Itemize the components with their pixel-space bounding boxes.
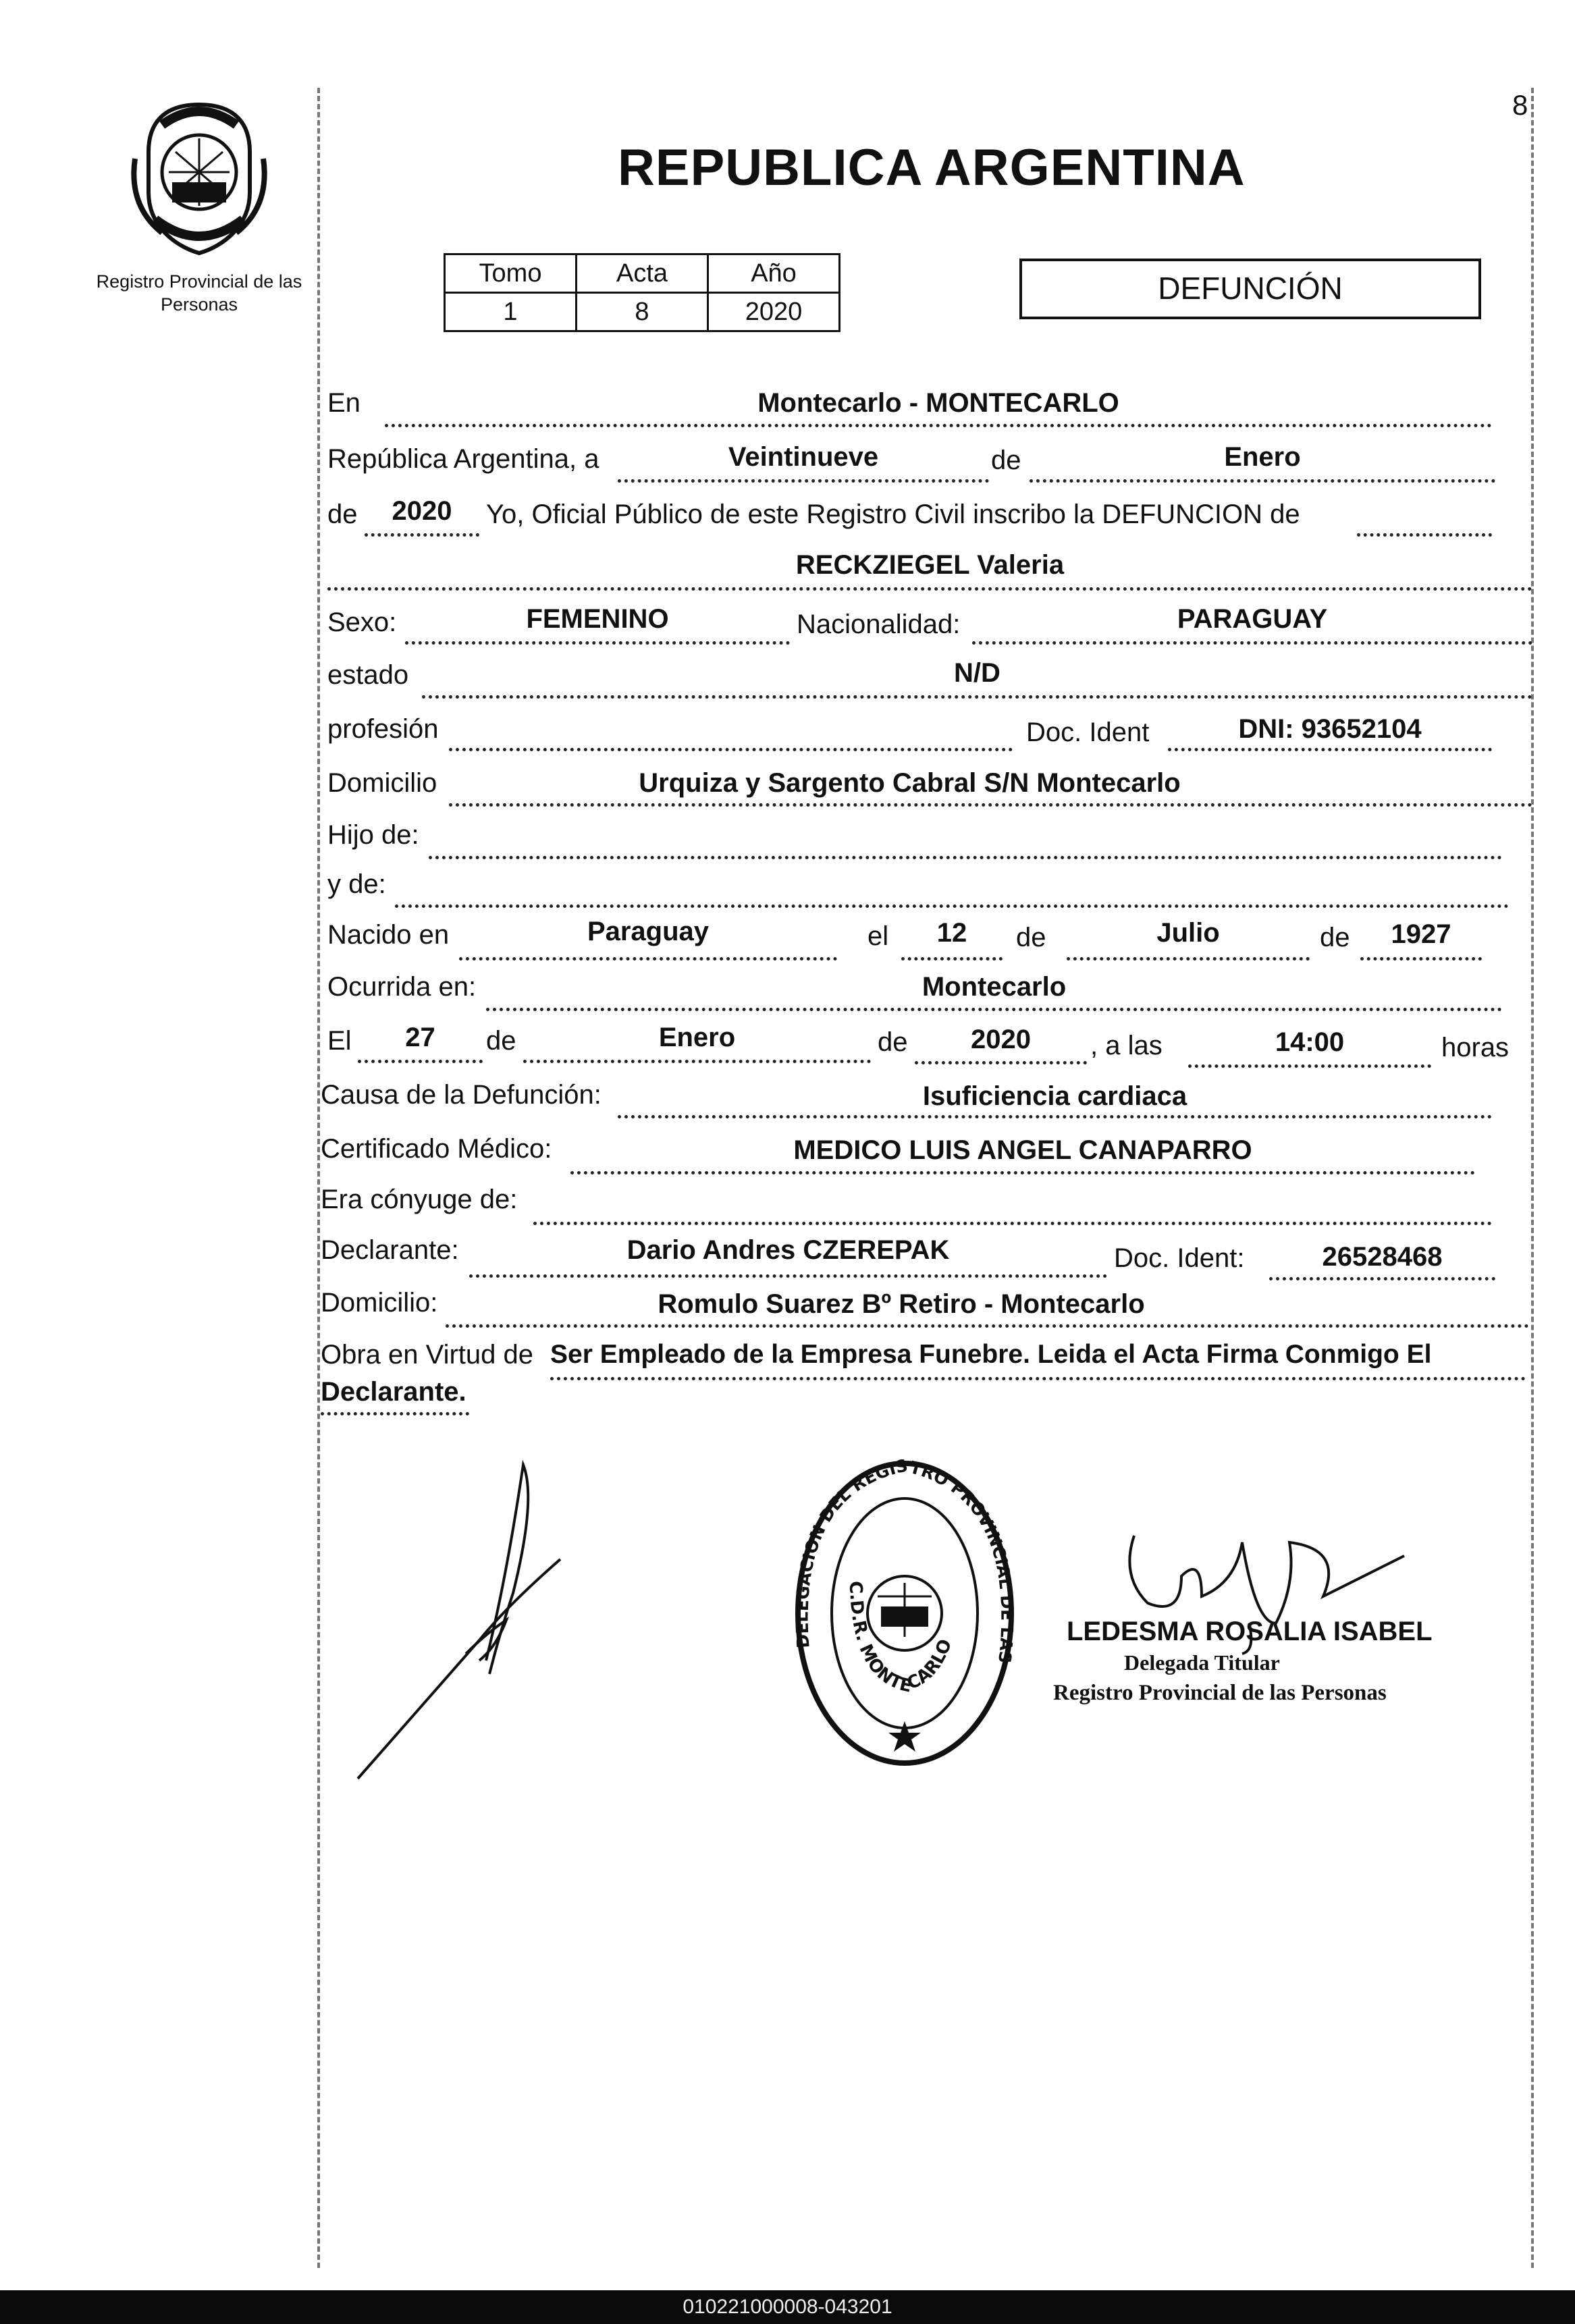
nacido-place-value: Paraguay [587, 917, 710, 946]
estado-line [422, 695, 1532, 699]
birth-de1-label: de [1016, 923, 1046, 952]
coat-of-arms-logo [122, 98, 277, 260]
record-reference-table [444, 253, 840, 332]
birth-year-value: 1927 [1391, 919, 1451, 949]
death-time-value: 14:00 [1275, 1027, 1345, 1057]
ocurrida-value: Montecarlo [922, 972, 1067, 1002]
death-year-value: 2020 [971, 1025, 1031, 1054]
death-month-line [523, 1060, 871, 1063]
obra-line-1 [550, 1377, 1526, 1380]
el2-label: El [327, 1026, 352, 1056]
birth-day-value: 12 [936, 918, 967, 948]
official-stamp [790, 1455, 1019, 1772]
death-day-value: 27 [405, 1023, 435, 1052]
domicilio-label: Domicilio [327, 768, 437, 798]
page-number: 8 [1512, 89, 1528, 121]
hijo-label: Hijo de: [327, 820, 419, 850]
month-line [1030, 479, 1495, 483]
alas-label: , a las [1090, 1031, 1163, 1060]
oficial-text: Yo, Oficial Público de este Registro Civil inscribo la DEFUNCION de [486, 499, 1300, 529]
sexo-line [405, 641, 790, 645]
certificado-label: Certificado Médico: [321, 1134, 552, 1164]
official-role: Delegada Titular [1124, 1650, 1280, 1675]
deceased-name-line [327, 587, 1532, 591]
causa-label: Causa de la Defunción: [321, 1080, 602, 1110]
obra-text-1: Ser Empleado de la Empresa Funebre. Leida el Acta Firma Conmigo El [550, 1340, 1432, 1369]
decl-domicilio-line [446, 1324, 1529, 1328]
nacionalidad-value: PARAGUAY [1177, 604, 1328, 634]
day-words-line [618, 479, 989, 483]
profesion-line [449, 748, 1013, 751]
certificado-value: MEDICO LUIS ANGEL CANAPARRO [793, 1135, 1252, 1165]
causa-line [618, 1115, 1492, 1118]
declarant-signature [351, 1458, 581, 1789]
en-label: En [327, 388, 361, 418]
birth-day-line [901, 957, 1003, 961]
republica-label: República Argentina, a [327, 444, 599, 474]
year-prefix-label: de [327, 499, 358, 529]
decl-doc-value: 26528468 [1322, 1242, 1443, 1272]
death-de1-label: de [486, 1026, 516, 1056]
decl-doc-line [1269, 1277, 1495, 1280]
month-value: Enero [1224, 442, 1301, 472]
stamp-inner-text: C.D.R. MONTECARLO [845, 1580, 957, 1697]
birth-de2-label: de [1320, 923, 1350, 952]
place-line [385, 424, 1492, 427]
death-year-line [915, 1061, 1087, 1064]
estado-value: N/D [954, 658, 1000, 688]
left-margin-line [317, 88, 320, 2268]
sexo-label: Sexo: [327, 607, 397, 637]
declarante-label: Declarante: [321, 1235, 459, 1265]
obra-line-2 [321, 1412, 469, 1415]
ano-header: Año [708, 254, 840, 293]
birth-year-line [1360, 957, 1482, 961]
oficial-line [1357, 533, 1492, 537]
death-day-line [358, 1060, 483, 1063]
ocurrida-line [486, 1008, 1502, 1011]
declarante-value: Dario Andres CZEREPAK [626, 1235, 950, 1265]
official-org: Registro Provincial de las Personas [1053, 1681, 1387, 1705]
year-value: 2020 [392, 496, 452, 526]
profesion-label: profesión [327, 714, 439, 744]
stamp-outer-text: DELEGACION DEL REGISTRO PROVINCIAL DE LAS [792, 1455, 1017, 1665]
doc-value: DNI: 93652104 [1238, 714, 1422, 744]
svg-text:DELEGACION DEL REGISTRO PROVIN [790, 1455, 1017, 1665]
decl-doc-label: Doc. Ident: [1114, 1243, 1245, 1273]
ano-value: 2020 [708, 293, 840, 331]
doc-line [1168, 748, 1492, 751]
horas-label: horas [1441, 1033, 1510, 1062]
doc-label: Doc. Ident [1026, 718, 1150, 747]
nacionalidad-label: Nacionalidad: [797, 610, 961, 639]
tomo-value: 1 [445, 293, 577, 331]
conyuge-line [533, 1222, 1492, 1225]
birth-month-value: Julio [1156, 918, 1220, 948]
death-de2-label: de [878, 1027, 908, 1057]
causa-value: Isuficiencia cardiaca [922, 1081, 1187, 1111]
tomo-header: Tomo [445, 254, 577, 293]
footer-barcode-text: 010221000008-043201 [0, 2290, 1575, 2324]
obra-label: Obra en Virtud de [321, 1340, 534, 1370]
year-line [365, 533, 479, 537]
birth-el-label: el [867, 921, 889, 951]
decl-domicilio-label: Domicilio: [321, 1288, 438, 1318]
decl-domicilio-value: Romulo Suarez Bº Retiro - Montecarlo [658, 1289, 1145, 1319]
hijo-line [429, 856, 1502, 859]
estado-label: estado [327, 660, 409, 690]
yde-label: y de: [327, 869, 386, 899]
org-name: Registro Provincial de las Personas [96, 271, 302, 315]
country-heading: REPUBLICA ARGENTINA [618, 139, 1246, 196]
nacido-label: Nacido en [327, 920, 450, 950]
de-label: de [991, 445, 1021, 475]
ocurrida-label: Ocurrida en: [327, 972, 477, 1002]
official-name: LEDESMA ROSALIA ISABEL [1067, 1617, 1433, 1646]
birth-month-line [1067, 957, 1310, 961]
place-value: Montecarlo - MONTECARLO [757, 388, 1119, 418]
nacido-place-line [459, 957, 837, 961]
acta-header: Acta [577, 254, 708, 293]
domicilio-line [449, 803, 1532, 807]
death-time-line [1188, 1064, 1431, 1068]
record-type-box: DEFUNCIÓN [1019, 259, 1481, 319]
acta-value: 8 [577, 293, 708, 331]
death-month-value: Enero [658, 1023, 736, 1052]
domicilio-value: Urquiza y Sargento Cabral S/N Montecarlo [639, 768, 1181, 798]
day-words-value: Veintinueve [728, 442, 879, 472]
obra-text-2: Declarante. [321, 1377, 466, 1407]
yde-line [395, 904, 1509, 908]
sexo-value: FEMENINO [526, 604, 669, 634]
deceased-name: RECKZIEGEL Valeria [795, 550, 1065, 580]
conyuge-label: Era cónyuge de: [321, 1185, 518, 1214]
certificado-line [570, 1171, 1475, 1174]
declarante-line [469, 1274, 1107, 1278]
nacionalidad-line [972, 641, 1532, 645]
right-margin-line [1531, 88, 1534, 2268]
